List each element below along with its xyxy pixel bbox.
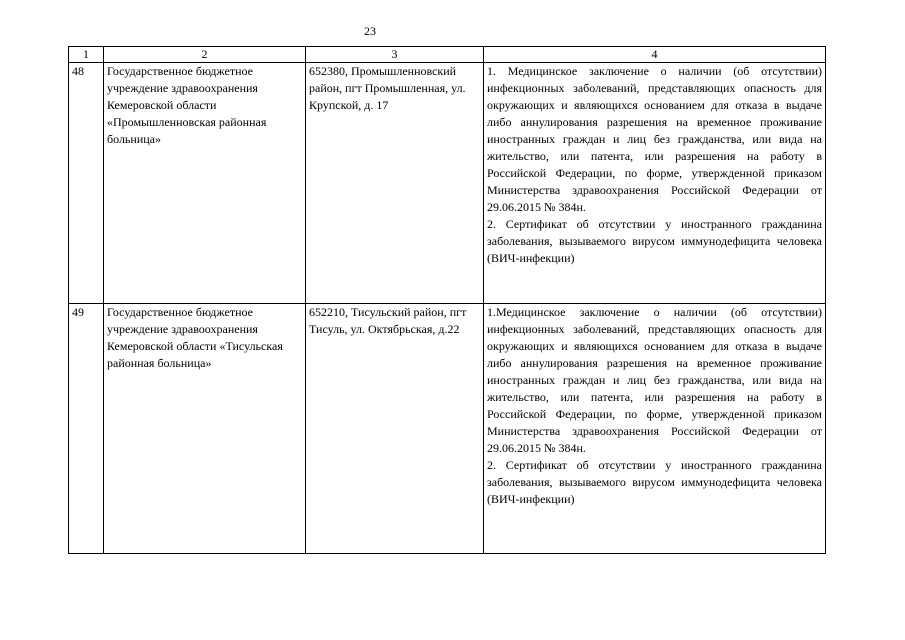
header-cell-4: 4: [484, 47, 826, 63]
document-item: 1. Медицинское заключение о наличии (об отсутствии) инфекционных заболеваний, представляющих опасность для окружающих и являющихся основанием для отказа в выдаче либо аннулирования разрешения на временное проживание иностранных граждан и лиц без гражданства, или вида на жительство, или патента, или разрешения на работу в Российской Федерации, по форме, утвержденной приказом Министерства здравоохранения Российской Федерации от 29.06.2015 № 384н.: [487, 64, 822, 214]
page-number: 23: [364, 24, 376, 38]
table-row: [69, 63, 826, 304]
table-row: [69, 304, 826, 554]
header-row: [69, 47, 826, 63]
document-item: 1.Медицинское заключение о наличии (об отсутствии) инфекционных заболеваний, представляющих опасность для окружающих и являющихся основанием для отказа в выдаче либо аннулирования разрешения на временное проживание иностранных граждан и лиц без гражданства, или вида на жительство, или патента, или разрешения на работу в Российской Федерации, по форме, утвержденной приказом Министерства здравоохранения Российской Федерации от 29.06.2015 № 384н.: [487, 305, 822, 455]
row-number: 49: [69, 304, 104, 554]
document-item: 2. Сертификат об отсутствии у иностранного гражданина заболевания, вызываемого вирусом иммунодефицита человека (ВИЧ-инфекции): [487, 217, 822, 265]
organization-address: 652380, Промышленновский район, пгт Промышленная, ул. Крупской, д. 17: [306, 63, 484, 304]
institutions-table: [68, 46, 826, 554]
organization-name: Государственное бюджетное учреждение здравоохранения Кемеровской области «Тисульская районная больница»: [104, 304, 306, 554]
document-item: 2. Сертификат об отсутствии у иностранного гражданина заболевания, вызываемого вирусом иммунодефицита человека (ВИЧ-инфекции): [487, 458, 822, 506]
organization-address: 652210, Тисульский район, пгт Тисуль, ул. Октябрьская, д.22: [306, 304, 484, 554]
header-cell-2: 2: [104, 47, 306, 63]
header-cell-1: 1: [69, 47, 104, 63]
organization-name: Государственное бюджетное учреждение здравоохранения Кемеровской области «Промышленновская районная больница»: [104, 63, 306, 304]
header-cell-3: 3: [306, 47, 484, 63]
row-number: 48: [69, 63, 104, 304]
required-documents: [484, 63, 826, 304]
required-documents: [484, 304, 826, 554]
